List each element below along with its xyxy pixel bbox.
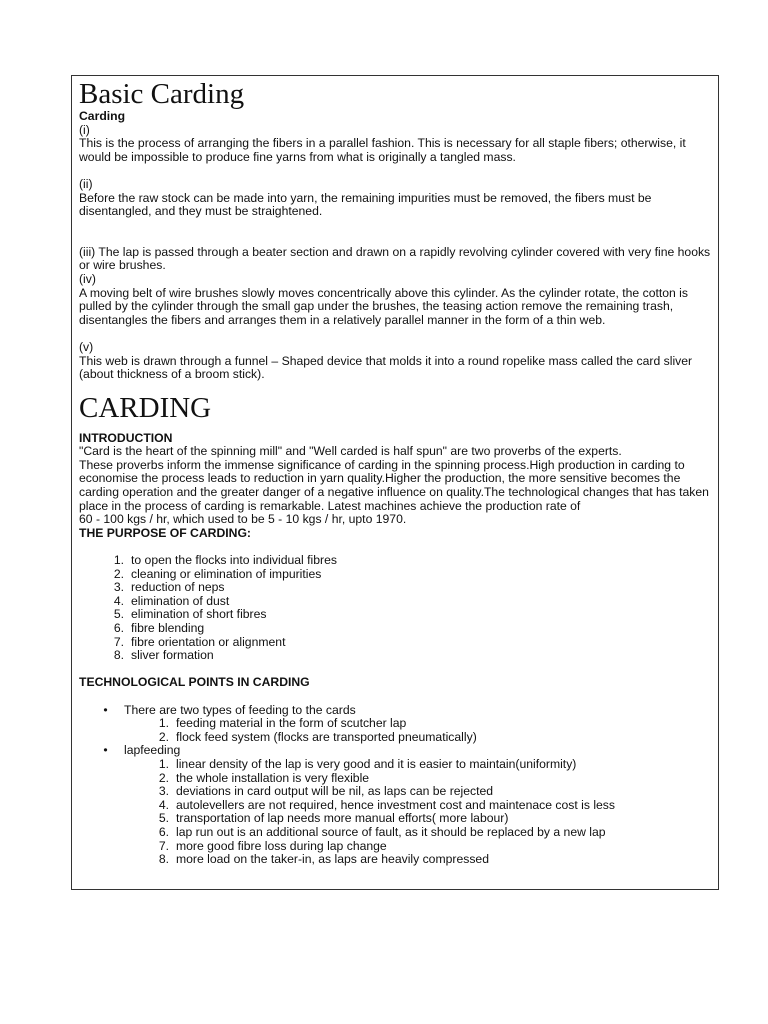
list-item: 3. deviations in card output will be nil, as laps can be rejected [158,784,494,799]
list-item: 1. to open the flocks into individual fibres [113,553,337,568]
list-item: 8. sliver formation [113,648,214,663]
list-item: 3. reduction of neps [113,580,225,595]
list-item: 8. more load on the taker-in, as laps are heavily compressed [158,852,489,867]
list-item: 4. autolevellers are not required, hence investment cost and maintenace cost is less [158,797,615,812]
item-text-iv: A moving belt of wire brushes slowly moves concentrically above this cylinder. As the cylinder rotate, the cotton is pulled by the cylinder through the small gap under the brushes, the teasing action remove the remaining trash, disentangles the fibers and arranges them in a relatively parallel manner in the form of a thin web. [79,285,688,327]
list-item: 1. feeding material in the form of scutcher lap [158,716,407,731]
intro-line-1: "Card is the heart of the spinning mill" and "Well carded is half spun" are two proverbs of the experts. [79,444,622,459]
item-text-i: This is the process of arranging the fibers in a parallel fashion. This is necessary for all staple fibers; otherwise, it would be impossible to produce fine yarns from what is originally a tangled mass. [79,136,686,164]
list-item: • lapfeeding 1. linear density of the lap is very good and it is easier to maintain(uniformity) 2. the whole installation is very flexible 3. deviations in card output will be nil, as laps can be rejected 4. autolevellers are not required, hence investment cost and maintenace cost is less 5. transportation of lap needs more manual efforts( more labour) 6. lap run out is an additional source of fault, as it should be replaced by a new lap 7. more good fibre loss during lap change 8. more load on the taker-in, as laps are heavily compressed [79,744,714,866]
intro-line-2: These proverbs inform the immense significance of carding in the spinning process.High production in carding to economise the process leads to reduction in yarn quality.Higher the production, the more sensitive becomes the carding operation and the greater danger of a negative influence on quality.The technological changes that has taken place in the process of carding is remarkable. Latest machines achieve the production rate of [79,457,709,513]
list-item: 2. flock feed system (flocks are transported pneumatically) [158,729,477,744]
list-item: 5. transportation of lap needs more manual efforts( more labour) [158,811,509,826]
document-content [79,78,714,867]
item-marker-ii: (ii) [79,176,93,191]
item-marker-iv: (iv) [79,271,96,286]
section-subtitle-carding: Carding [79,109,126,123]
list-item: 5. elimination of short fibres [113,607,267,622]
section-title-carding: CARDING [79,391,212,424]
item-marker-i: (i) [79,122,90,137]
intro-line-3: 60 - 100 kgs / hr, which used to be 5 - 10 kgs / hr, upto 1970. [79,512,407,527]
technological-points-list [79,704,714,867]
item-text-ii: Before the raw stock can be made into yarn, the remaining impurities must be removed, the fibers must be disentangled, and they must be straightened. [79,190,652,219]
list-item: 7. more good fibre loss during lap change [158,838,387,853]
item-text-iii: (iii) The lap is passed through a beater section and drawn on a rapidly revolving cylinder covered with very fine hooks or wire brushes. [79,244,711,273]
list-item: 6. fibre blending [113,621,205,635]
list-item: 4. elimination of dust [113,593,230,608]
list-item: 6. lap run out is an additional source of fault, as it should be replaced by a new lap [158,824,606,839]
introduction-heading: INTRODUCTION [79,430,173,445]
sub-list [79,758,714,867]
list-item: 2. cleaning or elimination of impurities [113,566,322,581]
list-item: • There are two types of feeding to the cards 1. feeding material in the form of scutcher lap 2. flock feed system (flocks are transported pneumatically) [79,704,714,745]
list-item: 2. the whole installation is very flexible [158,770,370,785]
purpose-heading: THE PURPOSE OF CARDING: [79,525,251,540]
bullet-icon: • [103,702,108,717]
section-title-basic-carding: Basic Carding [79,78,245,110]
bullet-icon: • [103,743,108,758]
item-marker-v: (v) [79,339,94,354]
technological-points-heading: TECHNOLOGICAL POINTS IN CARDING [79,675,310,690]
sub-list [79,717,714,744]
list-item: 1. linear density of the lap is very good and it is easier to maintain(uniformity) [158,756,577,771]
item-text-v: This web is drawn through a funnel – Shaped device that molds it into a round ropelike mass called the card sliver (about thickness of a broom stick). [79,353,693,382]
purpose-list [79,554,714,663]
list-item: 7. fibre orientation or alignment [113,634,286,649]
